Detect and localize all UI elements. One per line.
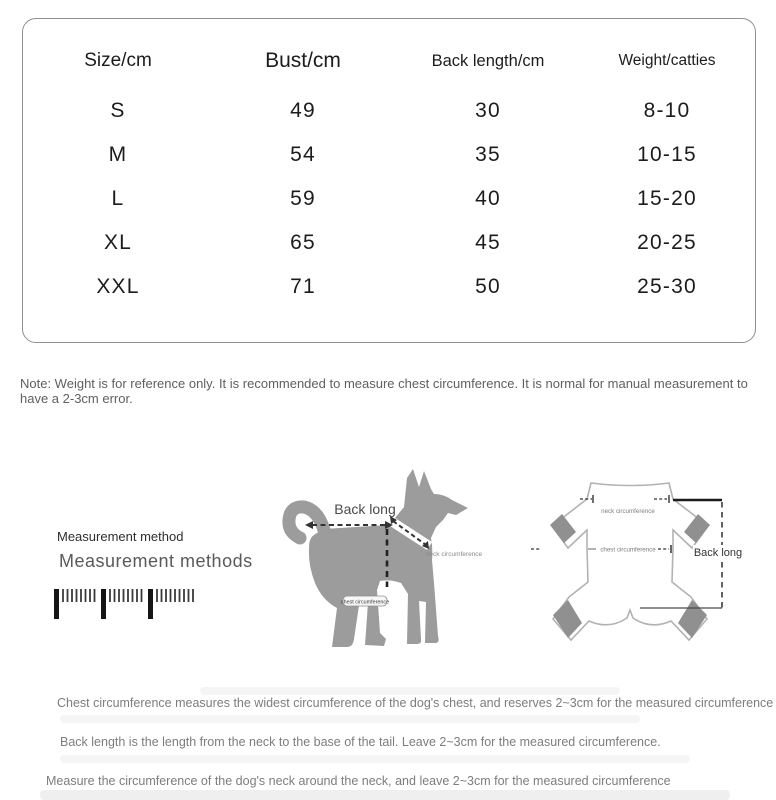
size-chart-header-row bbox=[23, 33, 755, 89]
cell-weight: 15-20 bbox=[637, 187, 697, 210]
garment-chest-circumference-label: chest circumference bbox=[600, 546, 656, 554]
cell-size: L bbox=[111, 187, 125, 210]
faded-text-row bbox=[200, 687, 620, 695]
arrowhead-left-icon bbox=[305, 521, 313, 529]
dog-silhouette bbox=[309, 469, 468, 647]
footnote-chest: Chest circumference measures the widest circumference of the dog's chest, and reserves 2~3cm for the measured circumference bbox=[57, 696, 774, 710]
column-header-size: Size/cm bbox=[84, 50, 152, 71]
cell-bust: 65 bbox=[290, 231, 316, 254]
dog-measurement-diagram bbox=[280, 450, 520, 670]
table-row bbox=[23, 177, 755, 221]
cell-weight: 10-15 bbox=[637, 143, 697, 166]
cell-back: 30 bbox=[475, 99, 501, 122]
column-header-back-length: Back length/cm bbox=[431, 51, 545, 70]
measurement-methods-title: Measurement methods bbox=[59, 551, 253, 571]
dog-chest-circumference-label: chest circumference bbox=[340, 599, 390, 606]
garment-neck-circumference-label: neck circumference bbox=[601, 508, 655, 515]
cell-size: S bbox=[110, 99, 126, 122]
table-row bbox=[23, 133, 755, 177]
dog-back-long-label: Back long bbox=[334, 501, 396, 517]
cell-back: 35 bbox=[475, 143, 501, 166]
table-row bbox=[23, 221, 755, 265]
weight-reference-note: Note: Weight is for reference only. It is recommended to measure chest circumference. It is normal for manual measurement to have a 2-3cm error. bbox=[20, 376, 748, 406]
ruler-icon bbox=[54, 588, 200, 622]
faded-text-row bbox=[60, 715, 640, 723]
garment-measurement-diagram bbox=[530, 450, 776, 670]
cell-weight: 25-30 bbox=[637, 275, 697, 298]
cell-bust: 71 bbox=[290, 275, 316, 298]
dog-neck-circumference-label: neck circumference bbox=[425, 551, 483, 558]
footnote-neck: Measure the circumference of the dog's neck around the neck, and leave 2~3cm for the measured circumference bbox=[46, 774, 671, 788]
cell-back: 45 bbox=[475, 231, 501, 254]
footnote-back-length: Back length is the length from the neck to the base of the tail. Leave 2~3cm for the measured circumference. bbox=[60, 735, 661, 749]
cell-bust: 49 bbox=[290, 99, 316, 122]
cell-back: 50 bbox=[475, 275, 501, 298]
column-header-bust: Bust/cm bbox=[265, 49, 341, 72]
table-row bbox=[23, 89, 755, 133]
faded-text-row bbox=[60, 755, 690, 763]
measurement-method-label: Measurement method bbox=[57, 529, 184, 544]
table-row bbox=[23, 265, 755, 309]
size-chart-table bbox=[22, 18, 756, 343]
cell-weight: 8-10 bbox=[643, 99, 691, 122]
cell-weight: 20-25 bbox=[637, 231, 697, 254]
cell-size: XXL bbox=[96, 275, 140, 298]
garment-back-long-label: Back long bbox=[693, 547, 743, 559]
cell-bust: 54 bbox=[290, 143, 316, 166]
cell-size: M bbox=[108, 143, 128, 166]
column-header-weight: Weight/catties bbox=[618, 52, 716, 69]
faded-text-row bbox=[40, 790, 730, 800]
cell-bust: 59 bbox=[290, 187, 316, 210]
cell-back: 40 bbox=[475, 187, 501, 210]
cell-size: XL bbox=[103, 231, 133, 254]
